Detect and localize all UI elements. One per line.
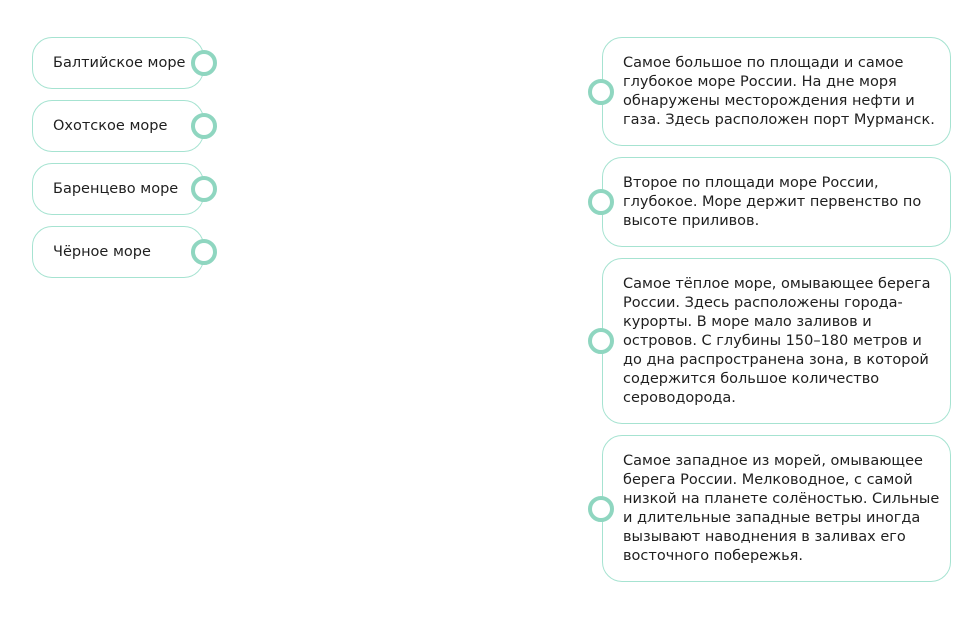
- left-connector-port[interactable]: [191, 176, 217, 202]
- sea-label: Балтийское море: [53, 55, 186, 71]
- description-card[interactable]: [602, 157, 951, 247]
- description-text: Второе по площади море России, глубокое. Море держит первенство по высоте приливов.: [623, 174, 922, 229]
- description-card[interactable]: [602, 258, 951, 424]
- description-text: Самое тёплое море, омывающее берега России. Здесь расположены города-курорты. В море мало заливов и островов. С глубины 150–180 метров и до дна распространена зона, в которой содержится большое количество сероводорода.: [623, 275, 931, 406]
- left-connector-port[interactable]: [191, 113, 217, 139]
- sea-card-black[interactable]: [32, 226, 204, 278]
- left-connector-port[interactable]: [191, 50, 217, 76]
- right-connector-port[interactable]: [588, 328, 614, 354]
- description-card[interactable]: [602, 37, 951, 146]
- sea-label: Чёрное море: [53, 244, 151, 260]
- right-connector-port[interactable]: [588, 189, 614, 215]
- sea-card-okhotsk[interactable]: [32, 100, 204, 152]
- right-connector-port[interactable]: [588, 496, 614, 522]
- sea-card-barents[interactable]: [32, 163, 204, 215]
- right-connector-port[interactable]: [588, 79, 614, 105]
- sea-card-baltic[interactable]: [32, 37, 204, 89]
- left-connector-port[interactable]: [191, 239, 217, 265]
- sea-label: Баренцево море: [53, 181, 179, 197]
- description-text: Самое большое по площади и самое глубокое море России. На дне моря обнаружены месторождения нефти и газа. Здесь расположен порт Мурманск.: [623, 54, 935, 128]
- description-text: Самое западное из морей, омывающее берега России. Мелководное, с самой низкой на планете солёностью. Сильные и длительные западные ветры иногда вызывают наводнения в заливах его восточного побережья.: [623, 452, 940, 564]
- sea-label: Охотское море: [53, 118, 168, 134]
- description-card[interactable]: [602, 435, 951, 582]
